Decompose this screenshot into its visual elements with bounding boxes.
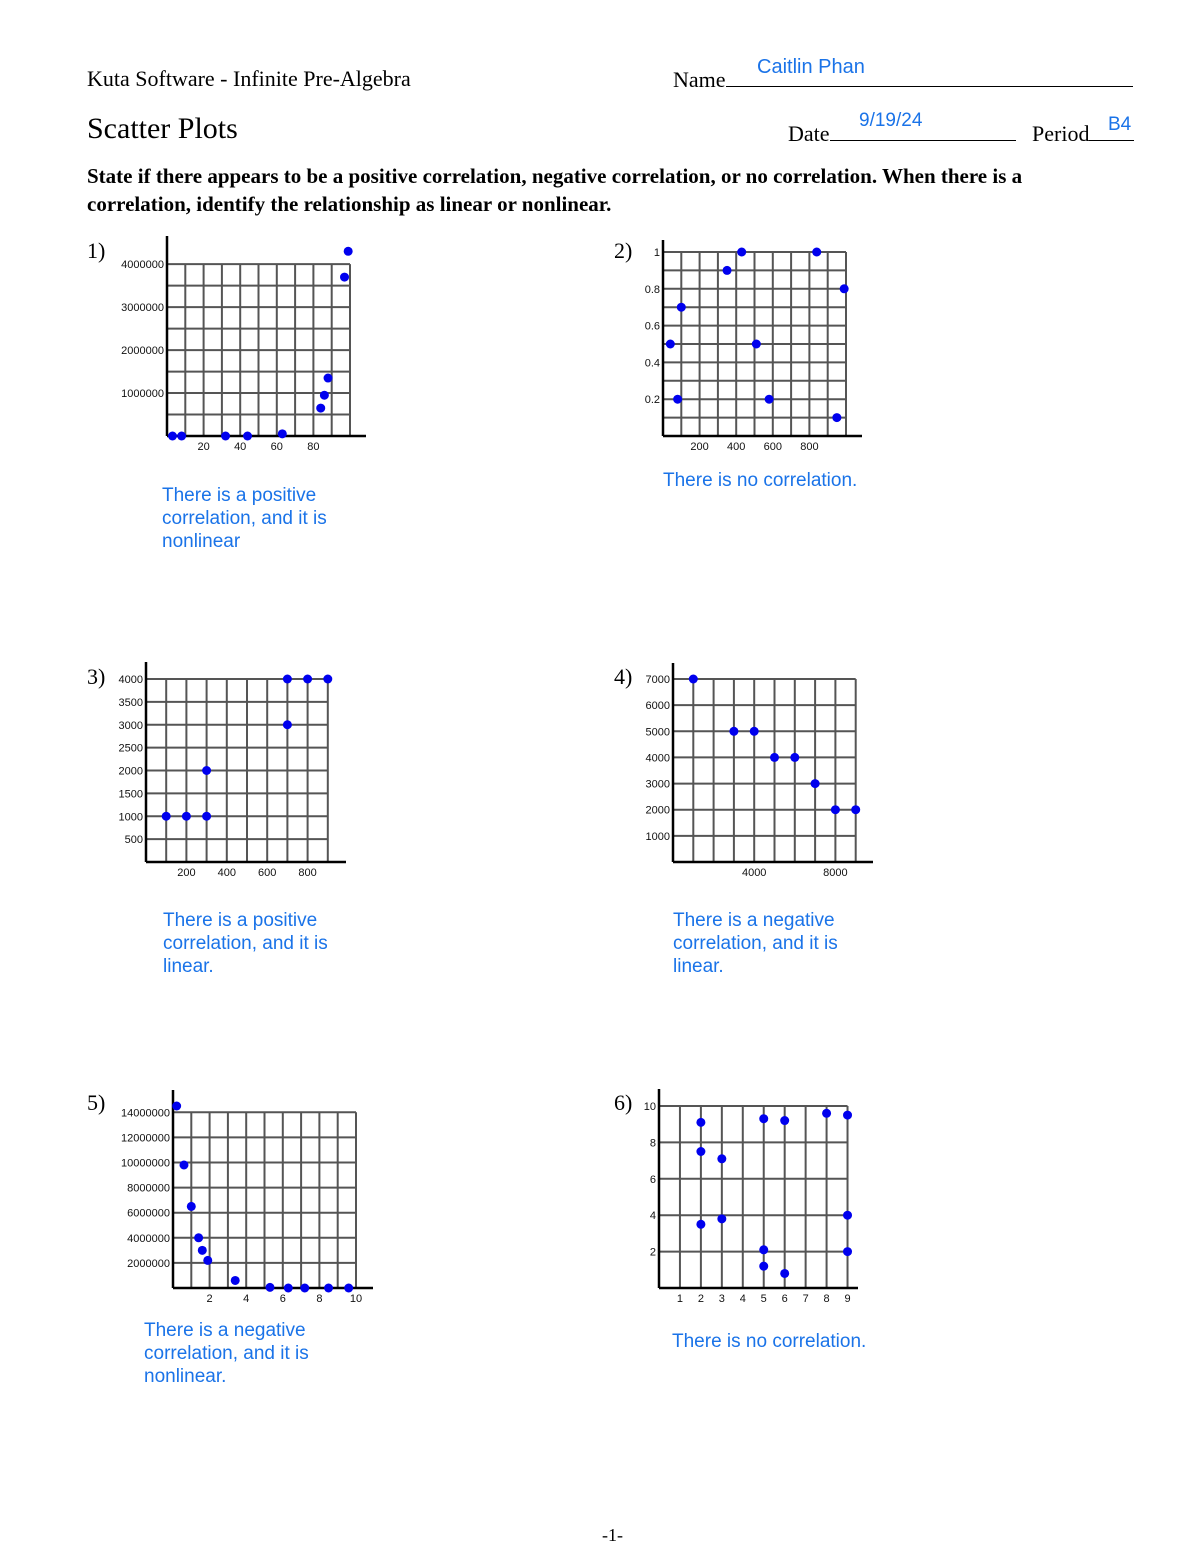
y-tick-label: 0.6 <box>644 320 660 333</box>
x-tick-label: 40 <box>234 441 247 453</box>
data-point <box>717 1154 726 1163</box>
y-tick-label: 3000 <box>645 778 670 791</box>
data-point <box>696 1220 705 1229</box>
y-tick-label: 6000 <box>645 700 670 713</box>
y-tick-label: 0.4 <box>644 357 660 370</box>
data-point <box>843 1247 852 1256</box>
x-tick-label: 7 <box>802 1293 809 1305</box>
x-tick-label: 2 <box>697 1293 704 1305</box>
y-tick-label: 2500 <box>118 742 143 755</box>
y-tick-label: 7000 <box>645 674 670 686</box>
x-tick-label: 3 <box>718 1293 725 1305</box>
answer-5: There is a negative correlation, and it is nonlinear. <box>144 1320 309 1387</box>
x-tick-label: 800 <box>800 441 819 453</box>
x-tick-label: 400 <box>727 441 746 453</box>
data-point <box>843 1211 852 1220</box>
y-tick-label: 4000000 <box>127 1232 170 1245</box>
y-tick-label: 1000 <box>118 811 143 824</box>
data-point <box>780 1269 789 1278</box>
problem-number-4: 4) <box>614 664 633 689</box>
y-tick-label: 6 <box>649 1173 656 1186</box>
x-tick-label: 10 <box>349 1293 363 1305</box>
date-label: Date <box>788 121 830 146</box>
answer-3: There is a positive correlation, and it is linear. <box>163 910 328 977</box>
x-tick-label: 8 <box>823 1293 830 1305</box>
y-tick-label: 2 <box>649 1246 656 1259</box>
y-tick-label: 3000 <box>118 719 143 732</box>
y-tick-label: 1 <box>653 247 660 259</box>
instructions: State if there appears to be a positive correlation, negative correlation, or no correlation. When there is a correlation, identify the relationship as linear or nonlinear. <box>87 164 1023 216</box>
x-tick-label: 8000 <box>823 867 848 879</box>
x-tick-label: 800 <box>298 867 317 879</box>
x-tick-label: 4 <box>739 1293 746 1305</box>
y-tick-label: 3500 <box>118 696 143 709</box>
data-point <box>843 1111 852 1120</box>
data-point <box>759 1245 768 1254</box>
problem-number-5: 5) <box>87 1090 106 1115</box>
data-point <box>780 1116 789 1125</box>
y-tick-label: 6000000 <box>127 1207 170 1220</box>
y-tick-label: 4 <box>649 1210 656 1223</box>
name-value: Caitlin Phan <box>757 56 865 78</box>
y-tick-label: 500 <box>124 834 143 847</box>
date-value: 9/19/24 <box>859 110 923 131</box>
page-number: -1- <box>602 1525 623 1545</box>
name-label: Name <box>673 67 726 92</box>
answer-6: There is no correlation. <box>672 1331 867 1352</box>
x-tick-label: 2 <box>206 1293 213 1305</box>
x-tick-label: 200 <box>690 441 709 453</box>
y-tick-label: 10000000 <box>121 1157 170 1170</box>
x-tick-label: 4000 <box>741 867 767 879</box>
x-tick-label: 60 <box>270 441 283 453</box>
y-tick-label: 1500 <box>118 788 143 801</box>
problem-number-6: 6) <box>614 1090 633 1115</box>
x-tick-label: 400 <box>217 867 236 879</box>
y-tick-label: 2000000 <box>127 1257 170 1270</box>
y-tick-label: 1000 <box>645 830 670 843</box>
data-point <box>696 1147 705 1156</box>
y-tick-label: 0.2 <box>644 394 660 407</box>
y-tick-label: 4000000 <box>121 259 164 272</box>
y-tick-label: 8 <box>649 1137 656 1150</box>
data-point <box>696 1118 705 1127</box>
data-point <box>717 1214 726 1223</box>
problem-number-1: 1) <box>87 238 106 263</box>
period-value: B4 <box>1108 114 1132 135</box>
data-point <box>822 1109 831 1118</box>
x-tick-label: 1 <box>676 1293 684 1305</box>
publisher-label: Kuta Software - Infinite Pre-Algebra <box>87 66 411 91</box>
y-tick-label: 10 <box>643 1101 656 1113</box>
y-tick-label: 12000000 <box>121 1132 170 1145</box>
answer-1: There is a positive correlation, and it is nonlinear <box>162 485 327 552</box>
y-tick-label: 2000 <box>645 804 670 817</box>
x-tick-label: 20 <box>197 441 210 453</box>
answer-4: There is a negative correlation, and it is linear. <box>673 910 838 977</box>
x-tick-label: 600 <box>763 441 782 453</box>
y-tick-label: 14000000 <box>121 1107 170 1120</box>
y-tick-label: 5000 <box>645 726 670 739</box>
y-tick-label: 4000 <box>118 674 143 686</box>
y-tick-label: 2000 <box>118 765 143 778</box>
y-tick-label: 2000000 <box>121 345 164 358</box>
y-tick-label: 0.8 <box>644 283 660 296</box>
x-tick-label: 6 <box>781 1293 788 1305</box>
x-tick-label: 8 <box>316 1293 323 1305</box>
problem-number-3: 3) <box>87 664 106 689</box>
answer-2: There is no correlation. <box>663 470 858 491</box>
x-tick-label: 200 <box>177 867 196 879</box>
x-tick-label: 4 <box>243 1293 250 1305</box>
page-title: Scatter Plots <box>87 112 238 145</box>
x-tick-label: 80 <box>307 441 320 453</box>
x-tick-label: 9 <box>844 1293 851 1305</box>
x-tick-label: 6 <box>279 1293 286 1305</box>
x-tick-label: 5 <box>760 1293 767 1305</box>
x-tick-label: 600 <box>258 867 277 879</box>
period-label: Period <box>1032 121 1090 146</box>
y-tick-label: 3000000 <box>121 302 164 315</box>
problem-number-2: 2) <box>614 238 633 263</box>
y-tick-label: 1000000 <box>121 388 164 401</box>
y-tick-label: 8000000 <box>127 1182 170 1195</box>
data-point <box>759 1262 768 1271</box>
y-tick-label: 4000 <box>645 752 670 765</box>
data-point <box>759 1114 768 1123</box>
